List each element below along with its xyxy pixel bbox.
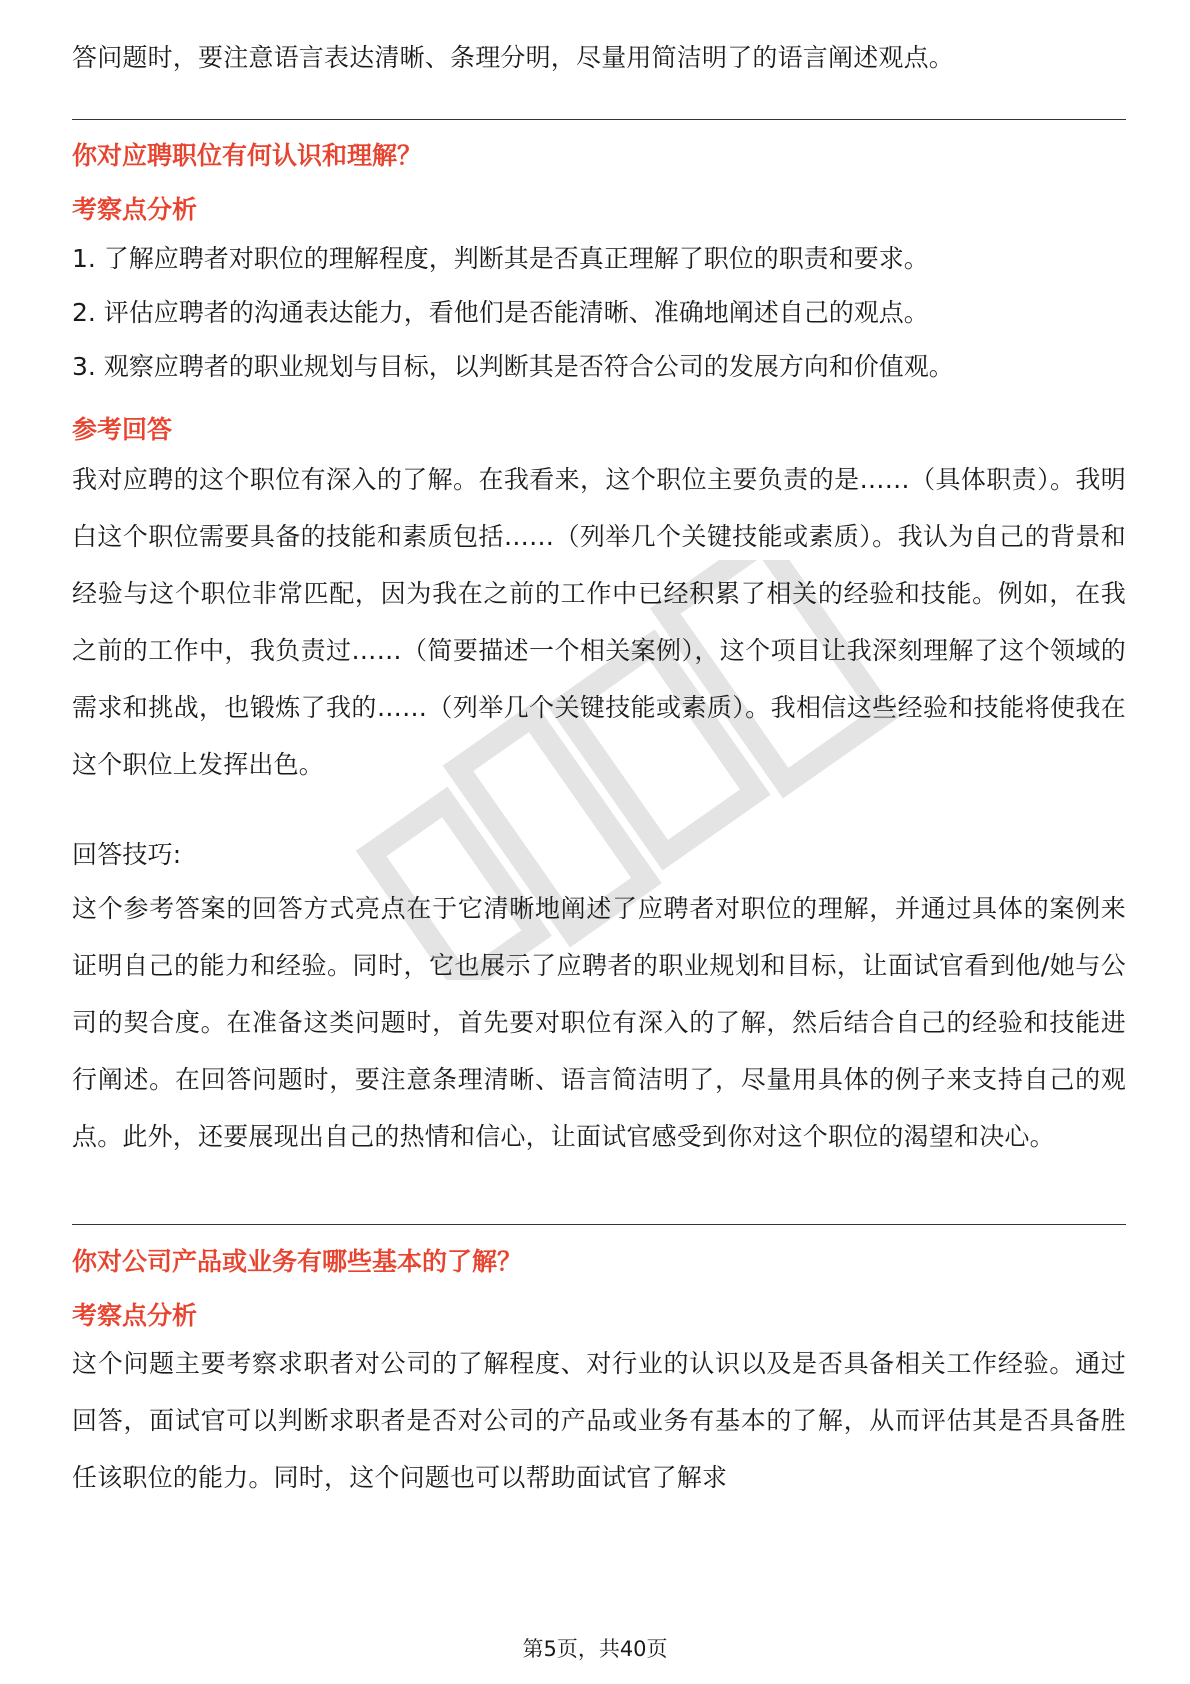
tips-text-1: 这个参考答案的回答方式亮点在于它清晰地阐述了应聘者对职位的理解，并通过具体的案例来证明自己的能力和经验。同时，它也展示了应聘者的职业规划和目标，让面试官看到他/她与公司的契合度。在准备这类问题时，首先要对职位有深入的了解，然后结合自己的经验和技能进行阐述。在回答问题时，要注意条理清晰、语言简洁明了，尽量用具体的例子来支持自己的观点。此外，还要展现出自己的热情和信心，让面试官感受到你对这个职位的渴望和决心。: [72, 894, 1126, 1151]
analysis-heading-1: 考察点分析: [72, 195, 198, 224]
answer-text-1: 我对应聘的这个职位有深入的了解。在我看来，这个职位主要负责的是……（具体职责）。我明白这个职位需要具备的技能和素质包括……（列举几个关键技能或素质）。我认为自己的背景和经验与这个职位非常匹配，因为我在之前的工作中已经积累了相关的经验和技能。例如，在我之前的工作中，我负责过……（简要描述一个相关案例），这个项目让我深刻理解了这个领域的需求和挑战，也锻炼了我的……（列举几个关键技能或素质）。我相信这些经验和技能将使我在这个职位上发挥出色。: [72, 465, 1126, 779]
analysis-item-2: 2. 评估应聘者的沟通表达能力，看他们是否能清晰、准确地阐述自己的观点。: [72, 298, 929, 327]
question-heading-2: 你对公司产品或业务有哪些基本的了解？: [72, 1247, 523, 1276]
answer-heading-1: 参考回答: [72, 415, 173, 444]
analysis-text-2: 这个问题主要考察求职者对公司的了解程度、对行业的认识以及是否具备相关工作经验。通过回答，面试官可以判断求职者是否对公司的产品或业务有基本的了解，从而评估其是否具备胜任该职位的能力。同时，这个问题也可以帮助面试官了解求: [72, 1349, 1126, 1492]
page-footer: 第5页，共40页: [522, 1637, 668, 1661]
analysis-item-3: 3. 观察应聘者的职业规划与目标，以判断其是否符合公司的发展方向和价值观。: [72, 352, 954, 381]
question-heading-1: 你对应聘职位有何认识和理解？: [72, 141, 423, 170]
section-divider: [72, 1224, 1126, 1225]
section-divider: [72, 119, 1126, 120]
analysis-item-1: 1. 了解应聘者对职位的理解程度，判断其是否真正理解了职位的职责和要求。: [72, 244, 929, 273]
tips-label-1: 回答技巧:: [72, 840, 182, 869]
analysis-heading-2: 考察点分析: [72, 1301, 198, 1330]
intro-tail-text: 答问题时，要注意语言表达清晰、条理分明，尽量用简洁明了的语言阐述观点。: [72, 43, 955, 72]
